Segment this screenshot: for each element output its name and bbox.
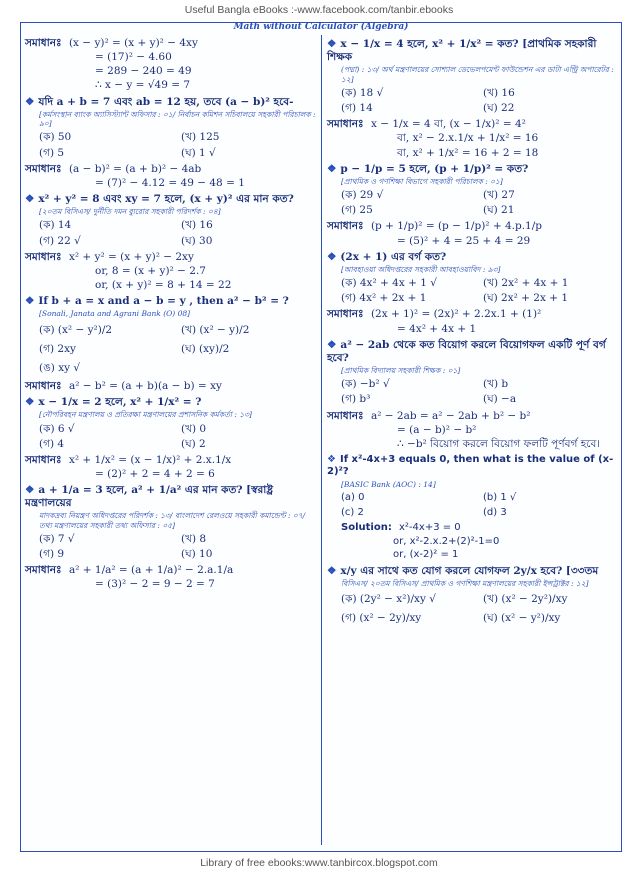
options-grid (39, 422, 317, 452)
solution-label: সমাধানঃ (25, 250, 62, 263)
options-grid (341, 86, 619, 116)
question-source: [আবহাওয়া অধিদপ্তরের সহকারী আবহাওয়াবিদ : ৯৩] (341, 264, 501, 274)
solution-line: = 289 − 240 = 49 (95, 65, 192, 78)
question-source: [BASIC Bank (AOC) : 14] (341, 479, 436, 489)
question-text: x/y এর সাথে কত যোগ করলে যোগফল 2y/x হবে? [৩৩তম (340, 564, 599, 577)
option: (ক) 14 (39, 219, 72, 232)
options-grid (341, 590, 619, 628)
solution-line: or, x²-2.x.2+(2)²-1=0 (393, 535, 500, 547)
option: (ঘ) 2 (181, 437, 206, 450)
question-text: p − 1/p = 5 হলে, (p + 1/p)² = কত? (340, 162, 529, 175)
question-source: (পদ্মা) : ১৩/ অর্থ মন্ত্রণালয়ের সোশ্যাল ডেভেলপমেন্ট ফাউন্ডেশন এর ডাটা এন্ট্রি অপারেটর : ১২] (341, 65, 614, 84)
option: (খ) b (483, 378, 509, 391)
solution-line: ∴ x − y = √49 = 7 (95, 79, 191, 92)
diamond-icon: ❖ (327, 162, 337, 175)
option: (ক) 50 (39, 131, 72, 144)
option: (b) 1 √ (483, 492, 517, 504)
option: (গ) 14 (341, 102, 373, 115)
diamond-icon: ❖ (25, 95, 35, 108)
option: (ক) −b² √ (341, 378, 390, 391)
solution-block (327, 308, 619, 335)
solution-line: a² + 1/a² = (a + 1/a)² − 2.a.1/a (68, 564, 234, 577)
question-source: [প্রাথমিক ও গণশিক্ষা বিভাগে সহকারী পরিচালক : ০১] (341, 176, 503, 186)
solution-label: সমাধানঃ (25, 453, 62, 466)
options-grid (39, 218, 317, 248)
question-text: যদি a + b = 7 এবং ab = 12 হয়, তবে (a − b)² হবে- (38, 95, 294, 108)
option: (খ) (x² − 2y²)/xy (483, 593, 568, 606)
question-1 (25, 96, 317, 109)
option: (গ) 5 (39, 146, 65, 159)
footer-watermark: Library of free ebooks:www.tanbircox.blogspot.com (200, 857, 438, 869)
option: (গ) 9 (39, 548, 65, 561)
solution-line: = (a − b)² − b² (397, 423, 477, 436)
solution-label: সমাধানঃ (327, 308, 364, 321)
option: (ঘ) 30 (181, 234, 213, 247)
option: (গ) 4 (39, 437, 65, 450)
solution-line: = (3)² − 2 = 9 − 2 = 7 (95, 578, 215, 591)
question-5 (25, 484, 317, 510)
top-solution (25, 37, 317, 93)
question-text: a + 1/a = 3 হলে, a² + 1/a² এর মান কত? [স্বরাষ্ট্র মন্ত্রণালয়ের (25, 484, 274, 510)
option: (ক) (2y² − x²)/xy √ (341, 593, 436, 606)
option: (খ) 16 (483, 87, 515, 99)
question-8 (327, 251, 619, 264)
question-text: If b + a = x and a − b = y , then a² − b² = ? (38, 295, 289, 307)
diamond-icon: ❖ (327, 453, 336, 465)
option: (ক) 18 √ (341, 87, 384, 99)
option: (গ) 22 √ (39, 234, 81, 247)
diamond-icon: ❖ (327, 338, 337, 351)
options-grid (341, 276, 619, 306)
question-source: [কর্মসংস্থান ব্যাংক অ্যাসিস্ট্যান্ট অফিসার : ০১/ নির্বাচন কমিশন সচিবালয়ে সহকারী পরিচালক : ৯০] (39, 109, 316, 128)
option: (ক) (x² − y²)/2 (39, 323, 113, 336)
solution-line: (p + 1/p)² = (p − 1/p)² + 4.p.1/p (370, 220, 542, 233)
header-watermark: Useful Bangla eBooks :-www.facebook.com/tanbir.ebooks (184, 4, 454, 16)
solution-label: সমাধানঃ (327, 409, 364, 422)
solution-label: সমাধানঃ (327, 118, 364, 131)
question-2 (25, 193, 317, 206)
question-text: (2x + 1) এর বর্গ কত? (340, 250, 447, 263)
solution-block (25, 380, 317, 393)
option: (খ) 27 (483, 189, 515, 202)
option: (ঘ) 2x² + 2x + 1 (483, 292, 569, 305)
solution-block (25, 251, 317, 292)
question-text: x² + y² = 8 এবং xy = 7 হলে, (x + y)² এর মান কত? (38, 192, 294, 205)
option: (খ) 125 (181, 131, 220, 144)
solution-line: x²-4x+3 = 0 (399, 522, 461, 534)
page-frame (20, 22, 622, 852)
options-grid (39, 532, 317, 562)
solution-line: = (17)² − 4.60 (95, 51, 172, 64)
solution-line: বা, x² − 2.x.1/x + 1/x² = 16 (397, 132, 539, 145)
question-source: বিসিএস/ ২০তম বিসিএস/ প্রাথমিক ও গণশিক্ষা মন্ত্রণালয়ের সহকারী ইন্সট্রাক্টর : ১২] (341, 578, 589, 588)
option: (d) 3 (483, 506, 507, 518)
solution-line: or, (x + y)² = 8 + 14 = 22 (95, 278, 232, 291)
solution-label: সমাধানঃ (25, 162, 62, 175)
option: (গ) b³ (341, 393, 371, 406)
question-source: [২০তম বিসিএস/ দুর্নীতি দমন ব্যুরোর সহকারী পরিদর্শক : ০৪] (39, 207, 221, 216)
option: (খ) 0 (181, 422, 207, 435)
solution-line: x² + y² = (x + y)² − 2xy (68, 250, 194, 263)
option: (ঘ) (xy)/2 (181, 342, 230, 355)
option: (ঘ) 10 (181, 548, 213, 561)
question-source: [Sonali, Janata and Agrani Bank (O) 08] (39, 309, 191, 319)
solution-line: or, (x-2)² = 1 (393, 549, 459, 561)
options-grid (341, 491, 619, 520)
solution-line: or, 8 = (x + y)² − 2.7 (95, 264, 206, 277)
option: (ঘ) 21 (483, 204, 515, 217)
solution-block (25, 454, 317, 481)
option: (ঘ) (x² − y²)/xy (483, 612, 561, 625)
question-3 (25, 295, 317, 308)
options-grid (39, 321, 317, 378)
question-source: [প্রাথমিক বিদ্যালয় সহকারী শিক্ষক : ০১] (341, 365, 461, 375)
question-source: মাদকদ্রব্য নিয়ন্ত্রণ অধিদপ্তরের পরিদর্শক : ১৩/ বাংলাদেশ রেলওয়ে সহকারী কমান্ডেন্ট : ০৭/ তথ্য মন্ত্রণালয়ের সহকারী তথ্য অফিসার : ০৫] (39, 511, 306, 530)
solution-line: (2x + 1)² = (2x)² + 2.2x.1 + (1)² (370, 308, 542, 321)
diamond-icon: ❖ (327, 38, 337, 50)
solution-label: সমাধানঃ (25, 37, 62, 49)
solution-line: = (7)² − 4.12 = 49 − 48 = 1 (95, 176, 245, 189)
diamond-icon: ❖ (25, 295, 35, 307)
solution-line: = (2)² + 2 = 4 + 2 = 6 (95, 467, 215, 480)
solution-block (25, 163, 317, 190)
question-7 (327, 163, 619, 176)
solution-label: সমাধানঃ (25, 564, 62, 577)
option: (ঘ) 22 (483, 102, 515, 115)
option: (খ) 2x² + 4x + 1 (483, 277, 569, 290)
option: (ক) 4x² + 4x + 1 √ (341, 277, 437, 290)
solution-block (341, 522, 619, 562)
diamond-icon: ❖ (25, 192, 35, 205)
option: (ঙ) xy √ (39, 361, 81, 374)
solution-line: (a − b)² = (a + b)² − 4ab (68, 162, 202, 175)
question-4 (25, 396, 317, 409)
solution-block (25, 564, 317, 591)
left-column (25, 35, 317, 592)
diamond-icon: ❖ (25, 484, 35, 496)
solution-line: x − 1/x = 4 বা, (x − 1/x)² = 4² (370, 118, 526, 131)
option: (খ) 16 (181, 219, 213, 232)
option: (গ) (x² − 2y)/xy (341, 612, 422, 625)
solution-line: = (5)² + 4 = 25 + 4 = 29 (397, 234, 531, 247)
solution-line: = 4x² + 4x + 1 (397, 322, 477, 335)
solution-block (327, 118, 619, 159)
solution-line: (x − y)² = (x + y)² − 4xy (68, 37, 198, 49)
solution-label: সমাধানঃ (327, 220, 364, 233)
option: (c) 2 (341, 506, 364, 518)
diamond-icon: ❖ (327, 250, 337, 263)
options-grid (39, 130, 317, 160)
option: (খ) 8 (181, 533, 207, 545)
page-subtitle: Math without Calculator (Algebra) (233, 22, 409, 32)
question-9 (327, 339, 619, 365)
option: (a) 0 (341, 492, 365, 504)
option: (ক) 6 √ (39, 422, 75, 435)
question-10 (327, 454, 619, 479)
question-11 (327, 565, 619, 578)
option: (খ) (x² − y)/2 (181, 323, 250, 336)
solution-line: বা, x² + 1/x² = 16 + 2 = 18 (397, 146, 539, 159)
question-6 (327, 38, 619, 64)
diamond-icon: ❖ (327, 564, 337, 577)
solution-block (327, 220, 619, 247)
question-text: x − 1/x = 2 হলে, x² + 1/x² = ? (38, 396, 202, 408)
question-text: x − 1/x = 4 হলে, x² + 1/x² = কত? [প্রাথমিক সহকারী শিক্ষক (327, 38, 597, 64)
solution-line: a² − b² = (a + b)(a − b) = xy (68, 379, 222, 392)
right-column (327, 35, 619, 629)
question-source: [নৌপরিবহন মন্ত্রণালয় ও প্রতিরক্ষা মন্ত্রণালয়ের প্রশাসনিক কর্মকর্তা : ১৩] (39, 410, 252, 420)
option: (ক) 7 √ (39, 533, 75, 545)
solution-line: a² − 2ab = a² − 2ab + b² − b² (370, 409, 531, 422)
solution-block (327, 410, 619, 451)
solution-line: ∴ −b² বিয়োগ করলে বিয়োগ ফলটি পূর্ণবর্গ হবে। (397, 437, 601, 450)
option: (ক) 29 √ (341, 189, 384, 202)
solution-label: Solution: (341, 522, 392, 534)
solution-label: সমাধানঃ (25, 379, 62, 392)
option: (গ) 25 (341, 204, 373, 217)
solution-line: x² + 1/x² = (x − 1/x)² + 2.x.1/x (68, 453, 232, 466)
option: (গ) 2xy (39, 342, 76, 355)
option: (ঘ) 1 √ (181, 146, 216, 159)
options-grid (341, 188, 619, 218)
diamond-icon: ❖ (25, 396, 35, 408)
option: (ঘ) −a (483, 393, 517, 406)
question-text: a² − 2ab থেকে কত বিয়োগ করলে বিয়োগফল একটি পূর্ণ বর্গ হবে? (327, 338, 606, 364)
options-grid (341, 377, 619, 407)
option: (গ) 4x² + 2x + 1 (341, 292, 427, 305)
column-divider (321, 35, 322, 845)
question-text: If x²-4x+3 equals 0, then what is the value of (x-2)²? (327, 453, 614, 478)
